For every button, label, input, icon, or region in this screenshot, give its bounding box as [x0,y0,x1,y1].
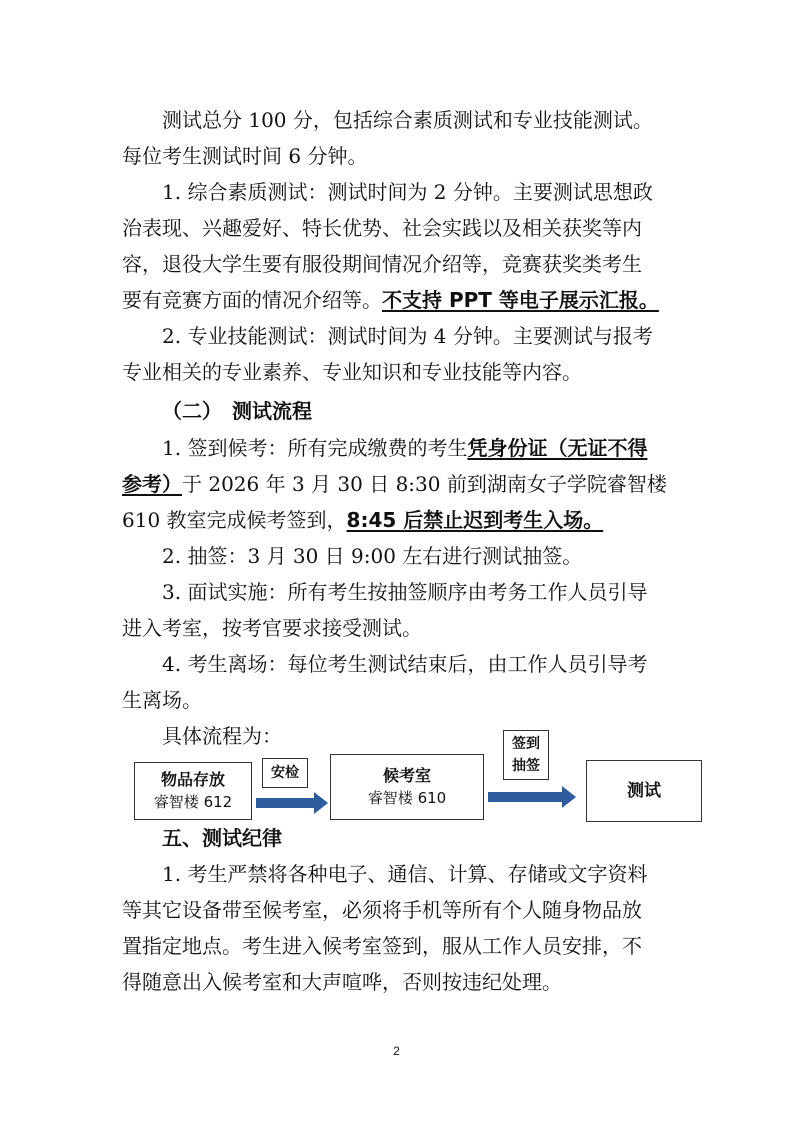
checkin-line1-text: 1. 签到候考：所有完成缴费的考生 [162,436,468,460]
id-card-notice-end: 参考） [122,472,182,496]
flow-arrow-1 [256,792,328,814]
flow-label-checkin-draw [503,730,549,780]
flow-label-security: 安检 [262,758,308,788]
flow-step-test-title: 测试 [627,781,661,801]
paragraph-skill-line2: 专业相关的专业素养、专业知识和专业技能等内容。 [122,360,582,384]
paragraph-checkin-line1 [162,430,722,466]
flow-step-storage [134,762,252,820]
paragraph-quality-line1: 1. 综合素质测试：测试时间为 2 分钟。主要测试思想政 [162,180,653,204]
paragraph-quality-line4 [122,282,682,318]
checkin-line3-text: 610 教室完成候考签到， [122,508,347,532]
checkin-line2-text: 于 2026 年 3 月 30 日 8:30 前到湖南女子学院睿智楼 [182,472,667,496]
paragraph-checkin-line3 [122,502,682,538]
paragraph-discipline-line1: 1. 考生严禁将各种电子、通信、计算、存储或文字资料 [162,862,648,886]
paragraph-checkin-line2 [122,466,682,502]
flow-step-storage-title: 物品存放 [160,770,225,789]
page-number: 2 [393,1044,400,1058]
no-ppt-notice: 不支持 PPT 等电子展示汇报。 [382,288,659,312]
paragraph-draw: 2. 抽签：3 月 30 日 9:00 左右进行测试抽签。 [162,544,583,568]
paragraph-score-line1: 测试总分 100 分，包括综合素质测试和专业技能测试。 [162,108,653,132]
flow-step-test [586,760,702,822]
section-heading-process: （二） 测试流程 [162,399,312,423]
section-heading-discipline: 五、测试纪律 [162,826,282,850]
flow-step-waiting-title: 候考室 [382,766,431,785]
paragraph-leave-line2: 生离场。 [122,688,202,712]
paragraph-quality-line2: 治表现、兴趣爱好、特长优势、社会实践以及相关获奖等内 [122,216,642,240]
flow-label-draw: 抽签 [512,758,540,774]
flow-step-waiting-room [330,754,484,820]
paragraph-interview-line2: 进入考室，按考官要求接受测试。 [122,616,422,640]
flow-step-waiting-place: 睿智楼 610 [367,789,447,807]
paragraph-interview-line1: 3. 面试实施：所有考生按抽签顺序由考务工作人员引导 [162,580,648,604]
flow-label-checkin: 签到 [512,736,540,752]
quality-line4-text: 要有竞赛方面的情况介绍等。 [122,288,382,312]
paragraph-discipline-line2: 等其它设备带至候考室，必须将手机等所有个人随身物品放 [122,898,642,922]
paragraph-leave-line1: 4. 考生离场：每位考生测试结束后，由工作人员引导考 [162,652,648,676]
paragraph-quality-line3: 容，退役大学生要有服役期间情况介绍等，竞赛获奖类考生 [122,252,642,276]
paragraph-flow-intro: 具体流程为： [162,724,282,748]
flow-arrow-2 [488,786,576,808]
paragraph-discipline-line3: 置指定地点。考生进入候考室签到，服从工作人员安排，不 [122,934,642,958]
paragraph-skill-line1: 2. 专业技能测试：测试时间为 4 分钟。主要测试与报考 [162,324,653,348]
late-entry-notice: 8:45 后禁止迟到考生入场。 [346,508,604,532]
flow-step-storage-place: 睿智楼 612 [153,793,233,811]
paragraph-discipline-line4: 得随意出入候考室和大声喧哗，否则按违纪处理。 [122,970,562,994]
paragraph-score-line2: 每位考生测试时间 6 分钟。 [122,144,368,168]
id-card-notice: 凭身份证（无证不得 [467,436,648,460]
